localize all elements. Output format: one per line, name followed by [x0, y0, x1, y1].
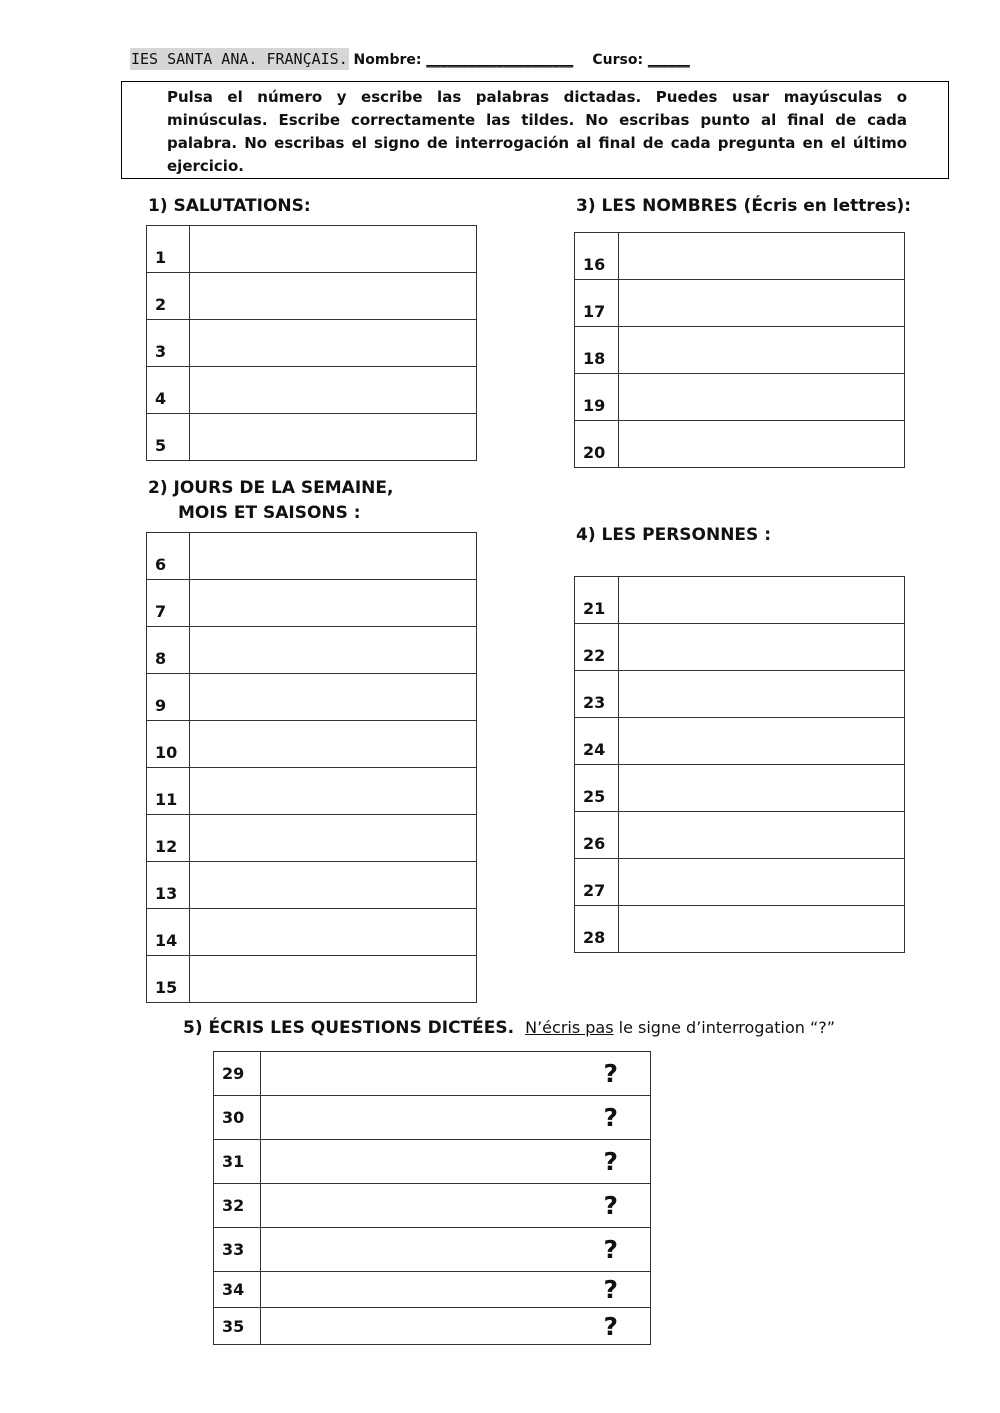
header: [130, 50, 690, 68]
answer-row: [147, 862, 477, 909]
answer-row: [575, 624, 905, 671]
row-number[interactable]: 2: [147, 273, 190, 320]
answer-row: [575, 812, 905, 859]
instructions-box: [121, 81, 949, 179]
row-number[interactable]: 33: [214, 1228, 261, 1272]
name-field[interactable]: _____________________: [426, 52, 574, 68]
answer-field[interactable]: [619, 577, 905, 624]
answer-row: [575, 280, 905, 327]
answer-row: [575, 671, 905, 718]
answer-field[interactable]: [619, 624, 905, 671]
row-number[interactable]: 3: [147, 320, 190, 367]
answer-row: [575, 421, 905, 468]
row-number[interactable]: 10: [147, 721, 190, 768]
answer-row: [214, 1140, 651, 1184]
answer-field[interactable]: [261, 1184, 651, 1228]
row-number[interactable]: 16: [575, 233, 619, 280]
row-number[interactable]: 9: [147, 674, 190, 721]
answer-field[interactable]: [261, 1096, 651, 1140]
section-2-title-line1: 2) JOURS DE LA SEMAINE,: [148, 478, 394, 498]
row-number[interactable]: 19: [575, 374, 619, 421]
answer-row: [147, 768, 477, 815]
answer-row: [147, 956, 477, 1003]
row-number[interactable]: 29: [214, 1052, 261, 1096]
answer-row: [575, 577, 905, 624]
answer-field[interactable]: [619, 718, 905, 765]
question-mark: ?: [603, 1103, 618, 1132]
row-number[interactable]: 14: [147, 909, 190, 956]
answer-field[interactable]: [619, 671, 905, 718]
answer-field[interactable]: [261, 1140, 651, 1184]
answer-row: [575, 327, 905, 374]
row-number[interactable]: 25: [575, 765, 619, 812]
answer-field[interactable]: [190, 367, 477, 414]
row-number[interactable]: 13: [147, 862, 190, 909]
answer-field[interactable]: [190, 768, 477, 815]
answer-field[interactable]: [619, 859, 905, 906]
section-5-title: [183, 1015, 835, 1041]
row-number[interactable]: 31: [214, 1140, 261, 1184]
answer-row: [214, 1184, 651, 1228]
answer-field[interactable]: [190, 533, 477, 580]
answer-row: [147, 815, 477, 862]
answer-row: [147, 533, 477, 580]
section-4-table: [574, 576, 905, 953]
answer-field[interactable]: [619, 374, 905, 421]
answer-field[interactable]: [190, 226, 477, 273]
row-number[interactable]: 27: [575, 859, 619, 906]
question-mark: ?: [603, 1311, 618, 1341]
answer-row: [147, 674, 477, 721]
section-5-note-rest: le signe d’interrogation “?”: [613, 1018, 836, 1037]
answer-field[interactable]: [619, 906, 905, 953]
answer-row: [147, 273, 477, 320]
section-5-note-underlined: N’écris pas: [525, 1018, 614, 1037]
question-mark: ?: [603, 1191, 618, 1220]
row-number[interactable]: 15: [147, 956, 190, 1003]
answer-row: [575, 859, 905, 906]
answer-field[interactable]: [261, 1228, 651, 1272]
section-5-note: [520, 1018, 835, 1037]
answer-field[interactable]: [190, 815, 477, 862]
answer-row: [214, 1272, 651, 1308]
instructions-text: Pulsa el número y escribe las palabras dictadas. Puedes usar mayúsculas o minúsculas. Escribe correctamente las tildes. No escribas punto al final de cada palabra. No escribas el signo de interrogación al final de cada pregunta en el último ejercicio.: [167, 88, 907, 175]
answer-field[interactable]: [190, 414, 477, 461]
answer-row: [214, 1096, 651, 1140]
section-2-table: [146, 532, 477, 1003]
row-number[interactable]: 35: [214, 1308, 261, 1345]
answer-field[interactable]: [190, 674, 477, 721]
answer-row: [575, 906, 905, 953]
answer-field[interactable]: [190, 273, 477, 320]
section-3-table: [574, 232, 905, 468]
answer-row: [575, 374, 905, 421]
answer-field[interactable]: [190, 721, 477, 768]
answer-row: [575, 765, 905, 812]
answer-row: [147, 721, 477, 768]
answer-field[interactable]: [261, 1308, 651, 1345]
answer-row: [214, 1308, 651, 1345]
answer-field[interactable]: [619, 327, 905, 374]
section-5-heading: 5) ÉCRIS LES QUESTIONS DICTÉES.: [183, 1018, 515, 1038]
row-number[interactable]: 11: [147, 768, 190, 815]
question-mark: ?: [603, 1275, 618, 1304]
row-number[interactable]: 8: [147, 627, 190, 674]
row-number[interactable]: 17: [575, 280, 619, 327]
row-number[interactable]: 24: [575, 718, 619, 765]
answer-field[interactable]: [619, 280, 905, 327]
answer-field[interactable]: [261, 1052, 651, 1096]
course-field[interactable]: ______: [647, 52, 690, 68]
row-number[interactable]: 30: [214, 1096, 261, 1140]
section-1-title: 1) SALUTATIONS:: [148, 196, 311, 216]
section-2-title-line2: MOIS ET SAISONS :: [178, 503, 361, 523]
row-number[interactable]: 12: [147, 815, 190, 862]
answer-field[interactable]: [190, 320, 477, 367]
row-number[interactable]: 26: [575, 812, 619, 859]
answer-row: [147, 627, 477, 674]
section-1-table: [146, 225, 477, 461]
answer-field[interactable]: [190, 627, 477, 674]
row-number[interactable]: 4: [147, 367, 190, 414]
answer-field[interactable]: [619, 421, 905, 468]
answer-row: [147, 414, 477, 461]
answer-row: [147, 580, 477, 627]
answer-row: [575, 233, 905, 280]
answer-row: [575, 718, 905, 765]
answer-field[interactable]: [190, 956, 477, 1003]
answer-row: [214, 1228, 651, 1272]
row-number[interactable]: 7: [147, 580, 190, 627]
answer-field[interactable]: [619, 233, 905, 280]
section-2-title: [148, 476, 393, 526]
answer-row: [147, 226, 477, 273]
answer-field[interactable]: [619, 812, 905, 859]
school-name: IES SANTA ANA. FRANÇAIS.: [131, 50, 348, 68]
row-number[interactable]: 5: [147, 414, 190, 461]
row-number[interactable]: 20: [575, 421, 619, 468]
row-number[interactable]: 21: [575, 577, 619, 624]
row-number[interactable]: 22: [575, 624, 619, 671]
row-number[interactable]: 18: [575, 327, 619, 374]
answer-field[interactable]: [190, 909, 477, 956]
question-mark: ?: [603, 1235, 618, 1264]
question-mark: ?: [603, 1147, 618, 1176]
answer-field[interactable]: [190, 862, 477, 909]
answer-field[interactable]: [261, 1272, 651, 1308]
answer-row: [214, 1052, 651, 1096]
answer-row: [147, 909, 477, 956]
answer-row: [147, 320, 477, 367]
row-number[interactable]: 28: [575, 906, 619, 953]
row-number[interactable]: 23: [575, 671, 619, 718]
row-number[interactable]: 1: [147, 226, 190, 273]
answer-field[interactable]: [190, 580, 477, 627]
section-5-table: [213, 1051, 651, 1345]
answer-field[interactable]: [619, 765, 905, 812]
section-4-title: 4) LES PERSONNES :: [576, 525, 772, 545]
row-number[interactable]: 32: [214, 1184, 261, 1228]
question-mark: ?: [603, 1059, 618, 1088]
section-3-title: 3) LES NOMBRES (Écris en lettres):: [576, 196, 912, 216]
row-number[interactable]: 34: [214, 1272, 261, 1308]
answer-row: [147, 367, 477, 414]
course-label: Curso:: [592, 52, 644, 68]
name-label: Nombre:: [353, 52, 422, 68]
row-number[interactable]: 6: [147, 533, 190, 580]
